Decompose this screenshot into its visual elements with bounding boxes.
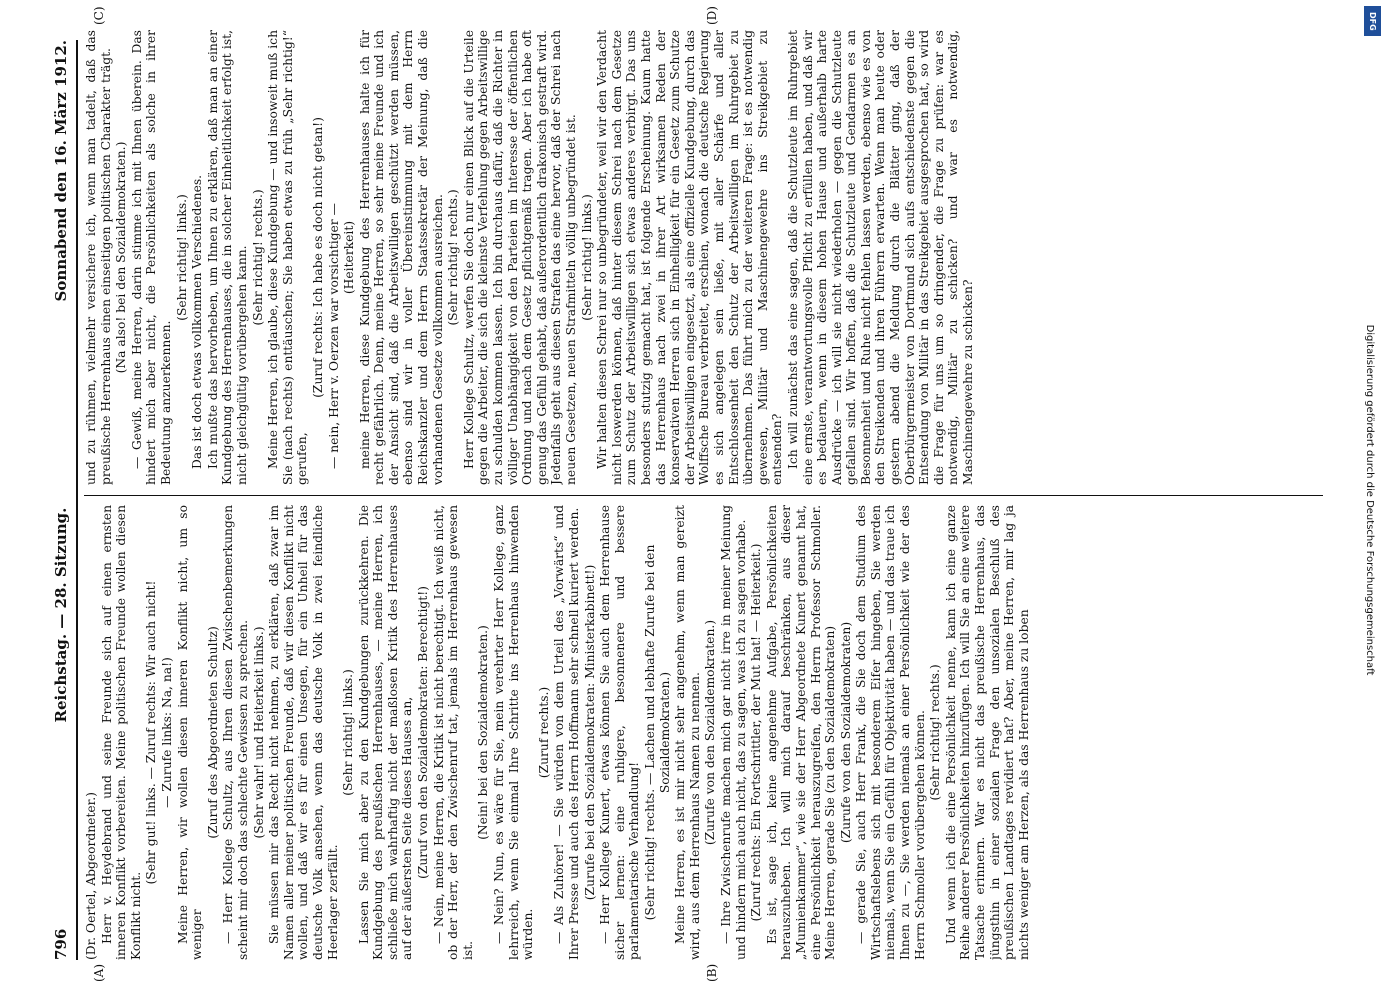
left-column-paragraph: (Zuruf rechts: Ein Fortschrittler, der Mut hat! — Heiterkeit.) bbox=[749, 543, 764, 922]
margin-marker-c: (C) bbox=[92, 6, 106, 25]
column-divider bbox=[84, 495, 1323, 496]
right-column-paragraph: — Gewiß, meine Herren, darin stimme ich mit Ihnen überein. Das hindert mich aber nicht, die Persönlichkeiten als solche in ihrer Bedeutung anzuerkennen. bbox=[129, 30, 173, 485]
right-column-paragraph: — nein, Herr v. Oerzen war vorsichtiger — bbox=[326, 203, 341, 469]
left-column-paragraph: — Ihre Zwischenrufe machen mich gar nicht irre in meiner Meinung und hindern mich auch nicht, das zu sagen, was ich zu sagen vorhabe. bbox=[718, 505, 748, 960]
left-column-paragraph: — Herr Kollege Schultz, aus Ihren diesen Zwischenbemerkungen scheint mir doch das schlechte Gewissen zu sprechen. bbox=[221, 505, 250, 960]
right-column-paragraph: (Sehr richtig! rechts.) bbox=[250, 189, 265, 326]
left-column-paragraph: Es ist, sage ich, keine angenehme Aufgabe, Persönlichkeiten herauszuheben. Ich will mich darauf beschränken, aus dieser „Mumienkammer“, wie sie der Herr Abgeordnete Kunert genannt hat, eine Persönlichkeit herauszugreifen, den Herrn Professor Schmoller. Meine Herren, gerade Sie (zu den Sozialdemokraten) bbox=[764, 505, 838, 960]
header-rule bbox=[76, 40, 78, 960]
session-title: Reichstag. — 28. Sitzung. bbox=[52, 507, 70, 723]
right-column-paragraph: (Heiterkeit) bbox=[342, 220, 357, 295]
left-column-paragraph: (Zurufe von den Sozialdemokraten.) bbox=[703, 619, 718, 846]
left-column-paragraph: Sie müssen mir das Recht nicht nehmen, zu erklären, daß zwar im Namen aller meiner politischen Freunde, daß wir diesen Konflikt nicht wollen, und daß wir es für einen Unsegen, für ein Unheil für das deutsche Volk ansehen, wenn das deutsche Volk in zwei feindliche Heerlager zerfällt. bbox=[267, 505, 340, 960]
dfg-logo: DFG bbox=[1364, 6, 1381, 36]
right-column-paragraph: Ich mußte das hervorheben, um Ihnen zu erklären, daß man an einer Kundgebung des Herrenhauses, die in solcher Einheitlichkeit erfolgt ist, nicht gleichgültig vorübergehen kann. bbox=[205, 30, 249, 485]
margin-marker-d: (D) bbox=[705, 6, 719, 25]
left-column-paragraph: — gerade Sie, auch Herr Frank, die Sie doch dem Studium des Wirtschaftslebens sich mit besonderem Eifer hingeben, Sie werden niemals, wenn Sie ein Gefühl für Objektivität haben — und das traue ich Ihnen zu —, Sie werden niemals an einer Persönlichkeit wie der des Herrn Schmoller vorübergehen können. bbox=[854, 505, 927, 960]
left-column-paragraph: (Sehr wahr! und Heiterkeit links.) bbox=[251, 626, 266, 839]
left-column-paragraph: — Herr Kollege Kunert, etwas können Sie auch dem Herrenhause sicher lernen: eine ruhigere, besonnenere und bessere parlamentarische Verhandlung! bbox=[598, 505, 642, 960]
right-column-paragraph: und zu rühmen, vielmehr versichere ich, wenn man tadelt, daß das preußische Herrenhaus einen einseitigen politischen Charakter trägt. bbox=[84, 30, 113, 485]
left-column-paragraph: (Sehr richtig! rechts.) bbox=[928, 664, 943, 801]
left-column-paragraph: — Zurufe links: Na, na!) bbox=[159, 657, 174, 808]
right-text-column bbox=[84, 30, 1353, 485]
margin-marker-a: (A) bbox=[92, 963, 106, 982]
left-column-paragraph: Meine Herren, wir wollen diesen inneren Konflikt nicht, um so weniger bbox=[175, 505, 205, 960]
right-column-paragraph: (Na also! bei den Sozialdemokraten.) bbox=[114, 141, 129, 374]
digitization-note: Digitalisierung gefördert durch die Deutsche Forschungsgemeinschaft bbox=[1364, 324, 1375, 676]
right-column-paragraph: meine Herren, diese Kundgebung des Herrenhauses halte ich für recht gefährlich. Denn, meine Herren, so sehr meine Freunde und ich der Ansicht sind, daß die Arbeitswilligen geschützt werden müssen, ebenso sind wir in voller Übereinstimmung mit dem Herrn Reichskanzler und dem Herrn Staatssekretär der Meinung, daß die vorhandenen Gesetze vollkommen ausreichen. bbox=[357, 30, 445, 485]
left-column-paragraph: (Zuruf rechts.) bbox=[536, 686, 551, 779]
right-column-paragraph: Wir halten diesen Schrei nur so unbegründeter, weil wir den Verdacht nicht loswerden können, daß hinter diesem Schrei nach dem Gesetze zum Schutz der Arbeitswilligen sich etwas anderes verbirgt. Das uns besonders stutzig gemacht hat, ist folgende Erscheinung. Kaum hatte das Herrenhaus nach zwei in ihrer Art wirksamen Reden der konservativen Herren sich in Einhelligkeit für ein Gesetz zum Schutze der Arbeitswilligen eingesetzt, als eine offizielle Kundgebung, durch das Wolffsche Bureau verbreitet, erschien, wonach die deutsche Regierung es sich angelegen sein ließe, mit aller Schärfe und aller Entschlossenheit den Schutz der Arbeitswilligen im Ruhrgebiet zu übernehmen. Das führt mich zu der weiteren Frage: ist es notwendig gewesen, Militär und Maschinengewehre ins Streikgebiet zu entsenden? bbox=[595, 30, 785, 485]
left-column-paragraph: (Zurufe bei den Sozialdemokraten: Ministerkabinett!) bbox=[582, 564, 597, 901]
margin-marker-b: (B) bbox=[705, 963, 719, 982]
left-column-paragraph: Lassen Sie mich aber zu den Kundgebungen zurückkehren. Die Kundgebung des preußischen Herrenhauses, — meine Herren, ich schließe mich wahrhaftig nicht der maßlosen Kritik des Herrenhauses auf der äußersten Seite dieses Hauses an, bbox=[356, 505, 415, 960]
left-column-paragraph: — Als Zuhörer! — Sie würden von dem Urteil des „Vorwärts“ und Ihrer Presse und auch des Herrn Hoffmann sehr schnell kuriert werden. bbox=[552, 505, 581, 960]
left-column-paragraph: (Nein! bei den Sozialdemokraten.) bbox=[476, 625, 491, 840]
left-column-paragraph: (Dr. Oertel, Abgeordneter.) bbox=[84, 792, 98, 960]
right-column-paragraph: Herr Kollege Schultz, werfen Sie doch nur einen Blick auf die Urteile gegen die Arbeiter, die sich die kleinste Verfehlung gegen Arbeitswillige zu schulden kommen lassen. Ich bin durchaus dafür, daß die Richter in völliger Unabhängigkeit von den Parteien im Interesse der öffentlichen Ordnung und nach dem Gesetz pflichtgemäß tragen. Aber ich habe oft genug das Gefühl gehabt, daß außerordentlich drakonisch gestraft wird. Jedenfalls geht aus diesen Strafen das eine hervor, daß der Schrei nach neuen Gesetzen, neuen Strafmitteln völlig unbegründet ist. bbox=[461, 30, 578, 485]
left-column-paragraph: (Sehr gut! links. — Zuruf rechts: Wir auch nicht! bbox=[144, 580, 159, 885]
left-column-paragraph: (Zuruf des Abgeordneten Schultz) bbox=[205, 626, 220, 839]
digitization-sidebar bbox=[1357, 40, 1379, 960]
left-column-paragraph: Und wenn ich die eine Persönlichkeit nenne, kann ich eine ganze Reihe anderer Persönlichkeiten hinzufügen. Ich will Sie an eine weitere Tatsache erinnern. War es nicht das preußische Herrenhaus, das jüngsthin in einer sozialen Frage den unsozialen Beschluß des preußischen Landtages revidiert hat? Aber, meine Herren, mir lag ja nichts weniger am Herzen, als das Herrenhaus zu loben bbox=[943, 505, 1031, 960]
left-column-paragraph: (Sehr richtig! links.) bbox=[341, 669, 356, 796]
left-column-paragraph: Meine Herren, es ist mir nicht sehr angenehm, wenn man gereizt wird, aus dem Herrenhaus Namen zu nennen. bbox=[673, 505, 702, 960]
right-column-paragraph: Ich will zunächst das eine sagen, daß die Schutzleute im Ruhrgebiet eine ernste, verantwortungsvolle Pflicht zu erfüllen haben, und daß wir es bedauern, wenn in diesem hohen Hause und außerhalb harte Ausdrücke — ich will sie nicht wiederholen — gegen die Schutzleute gefallen sind. Wir hoffen, daß die Schutzleute und Gendarmen es an Besonnenheit und Ruhe nicht fehlen lassen werden, ebenso wie es von den Streikenden und ihren Führern erwarten. Wenn man heute oder gestern abend die Meldung durch die Blätter ging, daß der Oberbürgermeister von Dortmund sich aufs entschiedenste gegen die Entsendung von Militär in das Streikgebiet ausgesprochen hat, so wird die Frage für uns um so dringender, die Frage zu prüfen: war es notwendig, Militär zu schicken? und war es notwendig, Maschinengewehre zu schicken? bbox=[785, 30, 976, 485]
left-column-paragraph: — Nein, meine Herren, die Kritik ist nicht berechtigt. Ich weiß nicht, ob der Herr, der den Zwischenruf tat, jemals im Herrenhaus gewesen ist. bbox=[431, 505, 475, 960]
right-column-paragraph: (Zuruf rechts: Ich habe es doch nicht getan!) bbox=[310, 117, 325, 398]
left-column-paragraph: (Zuruf von den Sozialdemokraten: Berechtigt!) bbox=[416, 586, 431, 879]
page-header bbox=[50, 40, 72, 960]
right-column-paragraph: (Sehr richtig! links.) bbox=[174, 194, 189, 321]
right-column-paragraph: (Sehr richtig! links.) bbox=[579, 194, 594, 321]
left-column-paragraph: — Nein? Nun, es wäre für Sie, mein verehrter Herr Kollege, ganz lehrreich, wenn Sie einmal Ihre Schritte ins Herrenhaus hinwenden würden. bbox=[492, 505, 536, 960]
right-column-paragraph: (Sehr richtig! rechts.) bbox=[446, 189, 461, 326]
left-text-column bbox=[84, 505, 1353, 960]
session-date: Sonnabend den 16. März 1912. bbox=[52, 40, 70, 302]
left-column-paragraph: (Sehr richtig! rechts. — Lachen und lebhafte Zurufe bei den Sozialdemokraten.) bbox=[642, 544, 672, 921]
left-column-paragraph: (Zurufe von den Sozialdemokraten) bbox=[838, 621, 853, 844]
right-column-paragraph: Meine Herren, ich glaube, diese Kundgebung — und insoweit muß ich Sie (nach rechts) enttäuschen; Sie haben etwas zu früh „Sehr richtig!“ gerufen, bbox=[266, 30, 310, 485]
left-column-paragraph: Herr v. Heydebrand und seine Freunde sich auf einen ernsten inneren Konflikt vorbereiten. Meine politischen Freunde wollen diesen Konflikt nicht. bbox=[99, 505, 143, 960]
page-number: 796 bbox=[52, 928, 70, 960]
right-column-paragraph: Das ist doch etwas vollkommen Verschiedenes. bbox=[190, 174, 205, 469]
